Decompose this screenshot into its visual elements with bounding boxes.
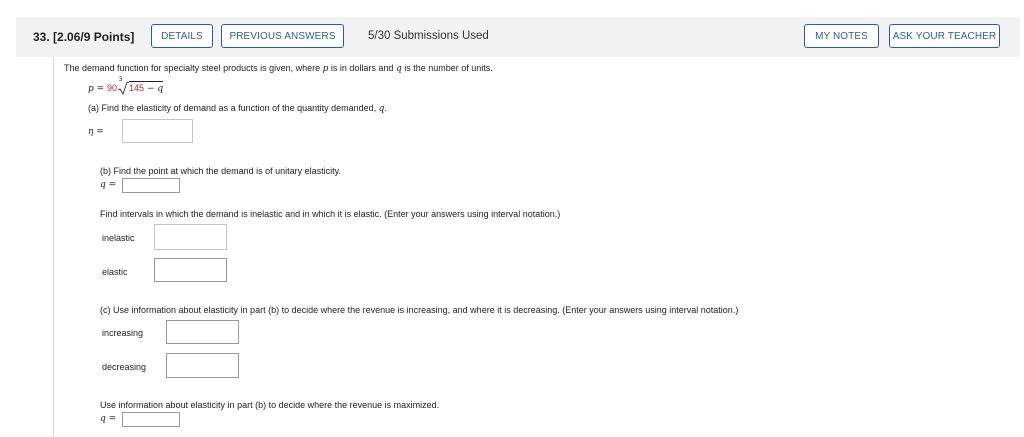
previous-answers-button[interactable]: PREVIOUS ANSWERS [221, 24, 344, 48]
part-a-prompt: (a) Find the elasticity of demand as a function of the quantity demanded, q. [88, 103, 387, 114]
radicand: 145 − q [129, 83, 164, 94]
q-label: q = [100, 180, 117, 190]
problem-intro: The demand function for specialty steel products is given, where p is in dollars and q is the number of units. [64, 63, 493, 74]
intervals-prompt: Find intervals in which the demand is inelastic and in which it is elastic. (Enter your answers using interval notation.) [100, 209, 561, 219]
details-button[interactable]: DETAILS [151, 24, 213, 48]
question-title [33, 30, 134, 44]
elasticity-input[interactable] [122, 119, 193, 143]
question-header [16, 17, 1020, 57]
demand-formula: p = 90 3 145 − q [88, 77, 164, 94]
unitary-point-input[interactable] [122, 178, 180, 193]
content-divider [53, 57, 54, 437]
decreasing-label: decreasing [102, 362, 147, 372]
my-notes-button[interactable]: MY NOTES [804, 24, 879, 48]
part-c-prompt: (c) Use information about elasticity in part (b) to decide where the revenue is increasing, and where it is decreasing. (Enter your answers using interval notation.) [100, 305, 739, 315]
inelastic-input[interactable] [154, 224, 227, 250]
question-points: [2.06/9 Points] [53, 30, 135, 44]
formula-coefficient: 90 [107, 83, 118, 93]
revenue-max-input[interactable] [122, 412, 180, 427]
decreasing-input[interactable] [166, 353, 239, 378]
inelastic-label: inelastic [102, 233, 135, 243]
increasing-input[interactable] [166, 320, 239, 344]
part-b-prompt: (b) Find the point at which the demand is of unitary elasticity. [100, 166, 341, 176]
q-label-2: q = [100, 414, 117, 424]
cube-root-icon [117, 77, 129, 94]
question-number: 33. [33, 30, 50, 44]
elastic-label: elastic [102, 267, 128, 277]
elastic-input[interactable] [154, 258, 227, 282]
increasing-label: increasing [102, 328, 144, 338]
ask-your-teacher-button[interactable]: ASK YOUR TEACHER [889, 24, 1000, 48]
eta-label: η = [88, 127, 104, 137]
submissions-used: 5/30 Submissions Used [368, 30, 489, 42]
maximize-prompt: Use information about elasticity in part (b) to decide where the revenue is maximized. [100, 400, 440, 410]
root-index: 3 [119, 77, 123, 83]
